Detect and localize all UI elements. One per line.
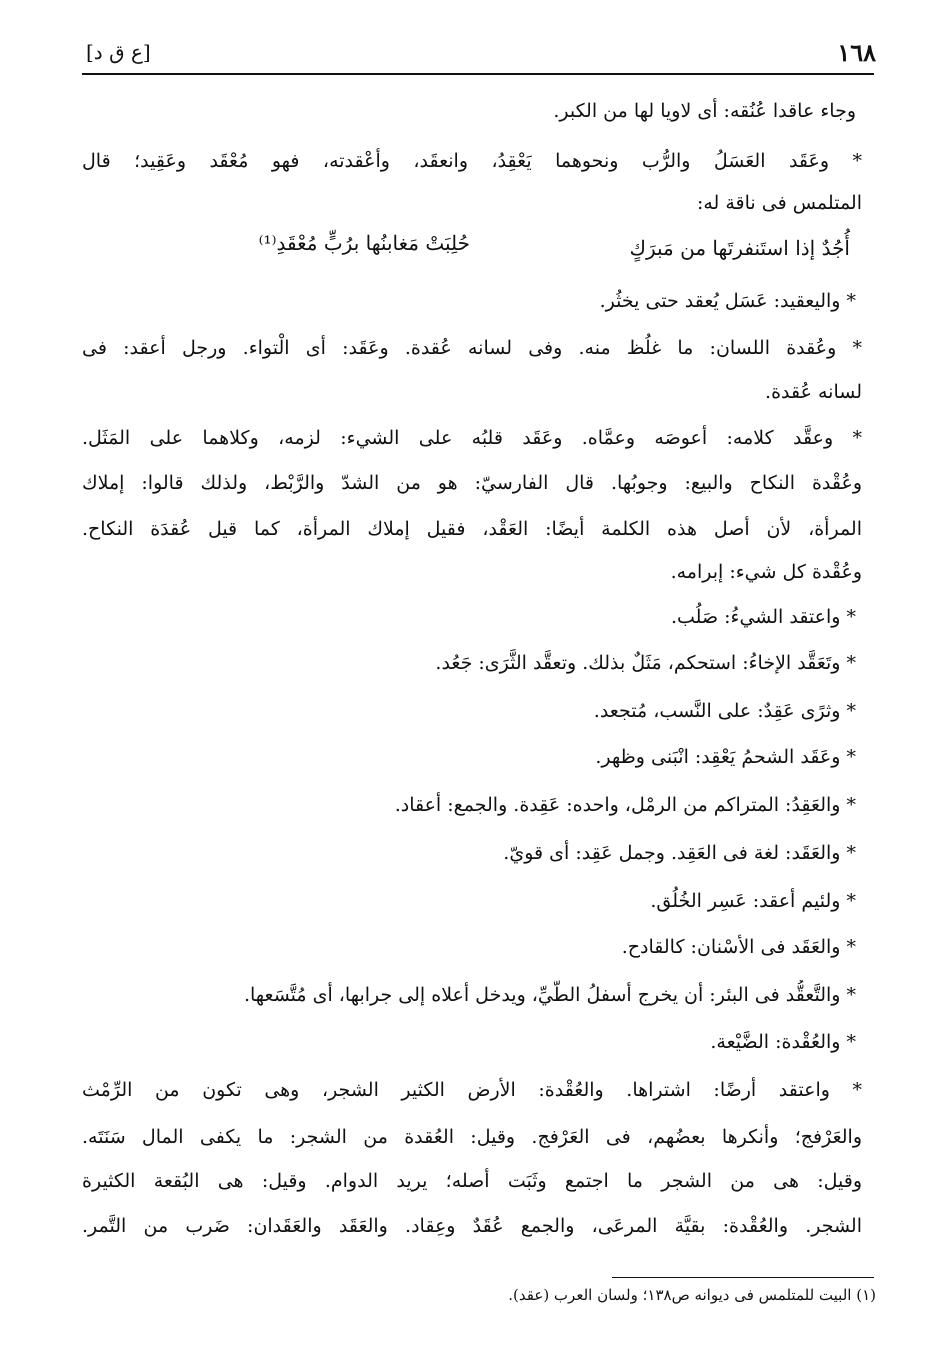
text-line-21: * واعتقد أرضًا: اشتراها. والعُقْدة: الأرض الكثير الشجر، وهى تكون من الرِّمْث <box>82 1079 862 1101</box>
header-rule <box>82 73 874 75</box>
text-line-16: * والعَقَد: لغة فى العَقِد. وجمل عَقِد: أى قويّ. <box>503 842 856 864</box>
text-line-6: لسانه عُقدة. <box>765 381 862 403</box>
text-line-17: * ولئيم أعقد: عَسِر الخُلُق. <box>650 890 856 912</box>
verse-first-hemistich: أُجُدٌ إذا استَنفرتَها من مَبرَكٍ <box>629 236 850 260</box>
text-line-12: * وتَعَقَّد الإخاءُ: استحكم، مَثَلٌ بذلك. وتعقَّد الثَّرَى: جَعُد. <box>435 652 856 674</box>
footnote: (١) البيت للمتلمس فى ديوانه ص١٣٨؛ ولسان العرب (عقد). <box>508 1286 876 1304</box>
text-line-3: المتلمس فى ناقة له: <box>696 192 862 214</box>
text-line-1: وجاء عاقدا عُنُقه: أى لاويا لها من الكبر. <box>553 100 856 122</box>
text-line-8: وعُقْدة النكاح والبيع: وجوبُها. قال الفارسيّ: هو من الشدّ والرَّبْط، ولذلك قالوا: إملاك <box>82 472 862 494</box>
root-letters-label: [ع ق د] <box>86 40 151 64</box>
text-line-15: * والعَقِدُ: المتراكم من الرمْل، واحده: عَقِدة. والجمع: أعقاد. <box>394 794 856 816</box>
footnote-rule <box>612 1277 874 1278</box>
text-line-22: والعَرْفج؛ وأنكرها بعضُهم، فى العَرْفج. وقيل: العُقدة من الشجر: ما يكفى المال سَنَتَه. <box>82 1126 862 1148</box>
text-line-13: * وثرًى عَقِدٌ: على النَّسب، مُتجعد. <box>593 700 856 722</box>
verse-second-hemistich: حُلِبَتْ مَغابنُها برُبٍّ مُعْقَدِ⁽¹⁾ <box>258 231 470 255</box>
text-line-7: * وعقَّد كلامه: أعوصَه وعمَّاه. وعَقَد قلبُه على الشيء: لزمه، وكلاهما على المَثَل. <box>82 427 862 449</box>
text-line-19: * والتَّعقُّد فى البئر: أن يخرج أسفلُ الطَّيِّ، ويدخل أعلاه إلى جرابها، أى مُتَّسَعها. <box>243 984 856 1006</box>
text-line-9: المرأة، لأن أصل هذه الكلمة أيضًا: العَقْد، فقيل إملاك المرأة، كما قيل عُقدَة النكاح. <box>82 518 862 540</box>
text-line-2: * وعَقَد العَسَلُ والرُّب ونحوهما يَعْقِدُ، وانعقَد، وأعْقدته، فهو مُعْقَد وعَقِيد؛ قال <box>82 150 862 172</box>
text-line-14: * وعَقَد الشحمُ يَعْقِد: انْبَنى وظهر. <box>595 746 856 768</box>
text-line-11: * واعتقد الشيءُ: صَلُب. <box>670 606 856 628</box>
text-line-23: وقيل: هى من الشجر ما اجتمع وثَبَت أصله؛ يريد الدوام. وقيل: هى البُقعة الكثيرة <box>82 1170 862 1192</box>
text-line-24: الشجر. والعُقْدة: بقيَّة المرعَى، والجمع عُقَدٌ وعِقاد. والعَقَد والعَقَدان: ضَرب من التَّمر. <box>82 1215 862 1237</box>
page-number: ١٦٨ <box>837 38 876 67</box>
text-line-5: * وعُقدة اللسان: ما غلُظ منه. وفى لسانه عُقدة. وعَقَد: أى الْتواء. ورجل أعقد: فى <box>82 337 862 359</box>
text-line-20: * والعُقْدة: الضَّيْعة. <box>710 1031 856 1053</box>
text-line-10: وعُقْدة كل شيء: إبرامه. <box>670 561 862 583</box>
text-line-18: * والعَقَد فى الأسْنان: كالقادح. <box>621 936 856 958</box>
text-line-4: * واليعقيد: عَسَل يُعقد حتى يخثُر. <box>599 290 856 312</box>
